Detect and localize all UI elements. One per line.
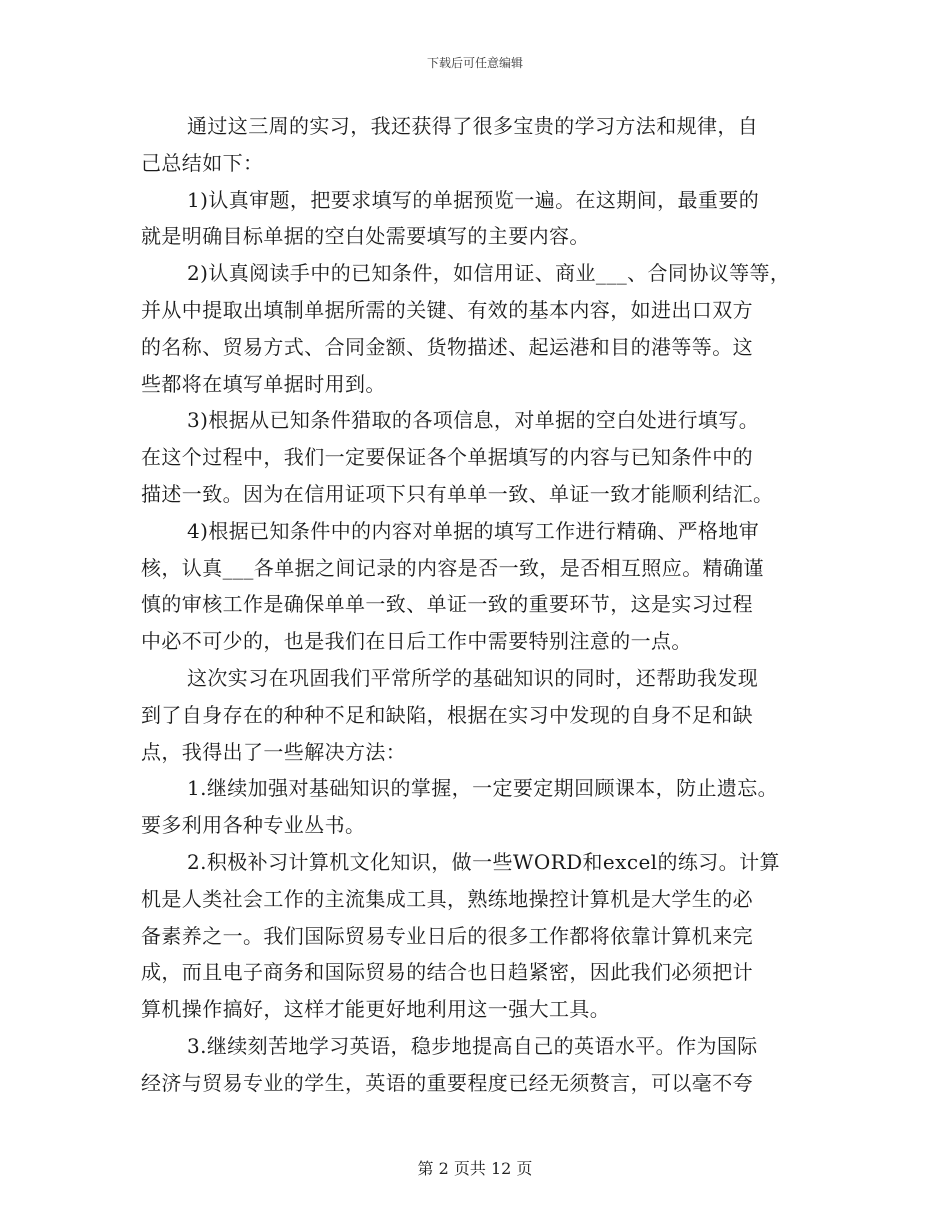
text-line: 就是明确目标单据的空白处需要填写的主要内容。 xyxy=(141,224,590,249)
text-line: 核，认真___各单据之间记录的内容是否一致，是否相互照应。精确谨 xyxy=(141,555,764,580)
text-line: 的名称、贸易方式、合同金额、货物描述、起运港和目的港等等。这 xyxy=(141,334,753,359)
text-line: 3)根据从已知条件猎取的各项信息，对单据的空白处进行填写。 xyxy=(187,408,760,433)
text-line: 点，我得出了一些解决方法： xyxy=(141,739,407,764)
text-line: 些都将在填写单据时用到。 xyxy=(141,371,386,396)
text-line: 中必不可少的，也是我们在日后工作中需要特别注意的一点。 xyxy=(141,629,692,654)
text-line: 1.继续加强对基础知识的掌握，一定要定期回顾课本，防止遗忘。 xyxy=(187,776,779,801)
text-line: 并从中提取出填制单据所需的关键、有效的基本内容，如进出口双方 xyxy=(141,297,753,322)
text-line: 算机操作搞好，这样才能更好地利用这一强大工具。 xyxy=(141,997,611,1022)
text-line: 慎的审核工作是确保单单一致、单证一致的重要环节，这是实习过程 xyxy=(141,592,753,617)
document-body xyxy=(141,108,821,1102)
page-footer: 第 2 页共 12 页 xyxy=(417,1159,533,1178)
text-line: 通过这三周的实习，我还获得了很多宝贵的学习方法和规律，自 xyxy=(187,114,759,138)
page-header: 下载后可任意编辑 xyxy=(426,56,523,70)
text-line: 在这个过程中，我们一定要保证各个单据填写的内容与已知条件中的 xyxy=(141,445,753,470)
text-line: 3.继续刻苦地学习英语，稳步地提高自己的英语水平。作为国际 xyxy=(187,1033,758,1058)
text-line: 4)根据已知条件中的内容对单据的填写工作进行精确、严格地审 xyxy=(187,518,760,543)
text-line: 己总结如下： xyxy=(141,150,264,175)
text-line: 备素养之一。我们国际贸易专业日后的很多工作都将依靠计算机来完 xyxy=(141,923,753,948)
text-line: 2)认真阅读手中的已知条件，如信用证、商业___、合同协议等等， xyxy=(187,261,791,286)
text-line: 这次实习在巩固我们平常所学的基础知识的同时，还帮助我发现 xyxy=(187,665,759,690)
text-line: 经济与贸易专业的学生，英语的重要程度已经无须赘言，可以毫不夸 xyxy=(141,1070,753,1095)
text-line: 描述一致。因为在信用证项下只有单单一致、单证一致才能顺利结汇。 xyxy=(141,481,774,506)
text-line: 到了自身存在的种种不足和缺陷，根据在实习中发现的自身不足和缺 xyxy=(141,702,753,727)
text-line: 机是人类社会工作的主流集成工具，熟练地操控计算机是大学生的必 xyxy=(141,886,753,911)
text-line: 成，而且电子商务和国际贸易的结合也日趋紧密，因此我们必须把计 xyxy=(141,960,753,985)
text-line: 1)认真审题，把要求填写的单据预览一遍。在这期间，最重要的 xyxy=(187,187,760,212)
text-line: 要多利用各种专业丛书。 xyxy=(141,813,366,838)
text-line: 2.积极补习计算机文化知识，做一些WORD和excel的练习。计算 xyxy=(187,849,780,874)
